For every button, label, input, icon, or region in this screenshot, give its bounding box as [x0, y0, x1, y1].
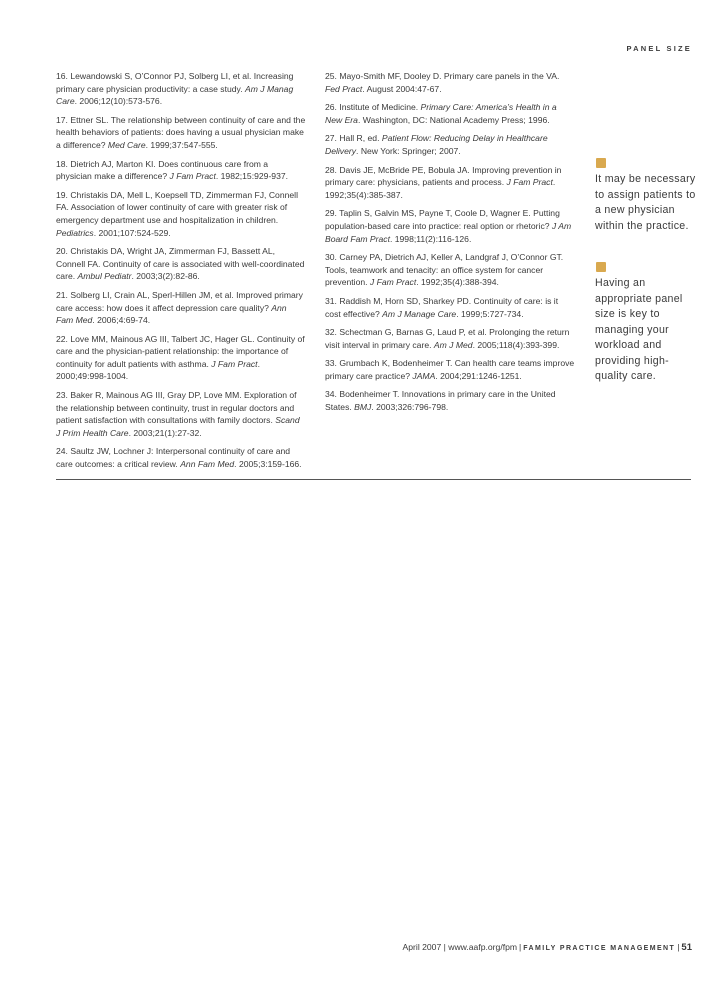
reference-item: 31. Raddish M, Horn SD, Sharkey PD. Continuity of care: is it cost effective? Am J Manage Care. 1999;5:727-734.	[325, 295, 559, 319]
footer-magazine: FAMILY PRACTICE MANAGEMENT	[523, 945, 676, 952]
reference-item: 33. Grumbach K, Bodenheimer T. Can health care teams improve primary care practice? JAMA. 2004;291:1246-1251.	[325, 358, 575, 381]
footer-date-site: April 2007 | www.aafp.org/fpm	[402, 942, 518, 952]
reference-item: 16. Lewandowski S, O’Connor PJ, Solberg LI, et al. Increasing primary care physician productivity: a case study. Am J Manag Care. 2006;12(10):573-576.	[56, 71, 294, 107]
reference-item: 28. Davis JE, McBride PE, Bobula JA. Improving prevention in primary care: physicians, patients and process. J Fam Pract. 1992;35(4):385-387.	[325, 164, 562, 200]
reference-item: 21. Solberg LI, Crain AL, Sperl-Hillen JM, et al. Improved primary care access: how does it affect depression care quality? Ann Fam Med. 2006;4:69-74.	[56, 289, 303, 326]
reference-item: 17. Ettner SL. The relationship between continuity of care and the health behaviors of patients: does having a usual physician make a difference? Med Care. 1999;37:547-555.	[56, 114, 306, 150]
section-divider	[56, 479, 691, 480]
reference-item: 24. Saultz JW, Lochner J: Interpersonal continuity of care and care outcomes: a critical review. Ann Fam Med. 2005;3:159-166.	[56, 446, 302, 470]
reference-item: 19. Christakis DA, Mell L, Koepsell TD, Zimmerman FJ, Connell FA. Association of lower continuity of care with greater risk of emergency department use and hospitalization in children. Pediatrics. 2001;107:524-529.	[56, 189, 298, 238]
reference-item: 22. Love MM, Mainous AG III, Talbert JC, Hager GL. Continuity of care and the physician-patient relationship: the importance of continuity for adult patients with asthma. J Fam Pract. 2000;49:998-1004.	[56, 333, 305, 382]
reference-item: 32. Schectman G, Barnas G, Laud P, et al. Prolonging the return visit interval in primary care. Am J Med. 2005;118(4):393-399.	[325, 327, 570, 350]
footer-separator: |	[519, 942, 522, 952]
references-column-left	[56, 70, 306, 477]
reference-item: 26. Institute of Medicine. Primary Care: America’s Health in a New Era. Washington, DC: National Academy Press; 1996.	[325, 102, 557, 125]
page-footer	[403, 942, 692, 953]
reference-item: 29. Taplin S, Galvin MS, Payne T, Coole D, Wagner E. Putting population-based care into practice: real option or rhetoric? J Am Board Fam Pract. 1998;11(2):116-126.	[325, 208, 572, 244]
page-number: 51	[681, 942, 692, 953]
pullquote-1: It may be necessary to assign patients to a new physician within the practice.	[595, 173, 696, 232]
reference-item: 25. Mayo-Smith MF, Dooley D. Primary care panels in the VA. Fed Pract. August 2004:47-67.	[325, 71, 560, 94]
reference-item: 20. Christakis DA, Wright JA, Zimmerman FJ, Bassett AL, Connell FA. Continuity of care is associated with well-coordinated care. Ambul Pediatr. 2003;3(2):82-86.	[56, 246, 305, 282]
references-column-right	[325, 70, 575, 420]
pullquote-marker	[596, 158, 606, 168]
pullquote-marker	[596, 262, 606, 272]
reference-item: 18. Dietrich AJ, Marton KI. Does continuous care from a physician make a difference? J Fam Pract. 1982;15:929-937.	[56, 158, 289, 182]
reference-item: 34. Bodenheimer T. Innovations in primary care in the United States. BMJ. 2003;326:796-798.	[325, 389, 556, 413]
section-label: PANEL SIZE	[626, 44, 692, 53]
reference-item: 23. Baker R, Mainous AG III, Gray DP, Love MM. Exploration of the relationship between continuity, trust in regular doctors and patient satisfaction with consultations with family doctors. Scand J Prim Health Care. 2003;21(1):27-32.	[56, 390, 300, 438]
pullquote-2: Having an appropriate panel size is key to managing your workload and providing high-quality care.	[595, 277, 683, 382]
reference-item: 30. Carney PA, Dietrich AJ, Keller A, Landgraf J, O’Connor GT. Tools, teamwork and tenacity: an office system for cancer prevention. J Fam Pract. 1992;35(4):388-394.	[325, 252, 564, 288]
footer-separator: |	[677, 942, 680, 952]
reference-item: 27. Hall R, ed. Patient Flow: Reducing Delay in Healthcare Delivery. New York: Springer; 2007.	[325, 133, 548, 156]
